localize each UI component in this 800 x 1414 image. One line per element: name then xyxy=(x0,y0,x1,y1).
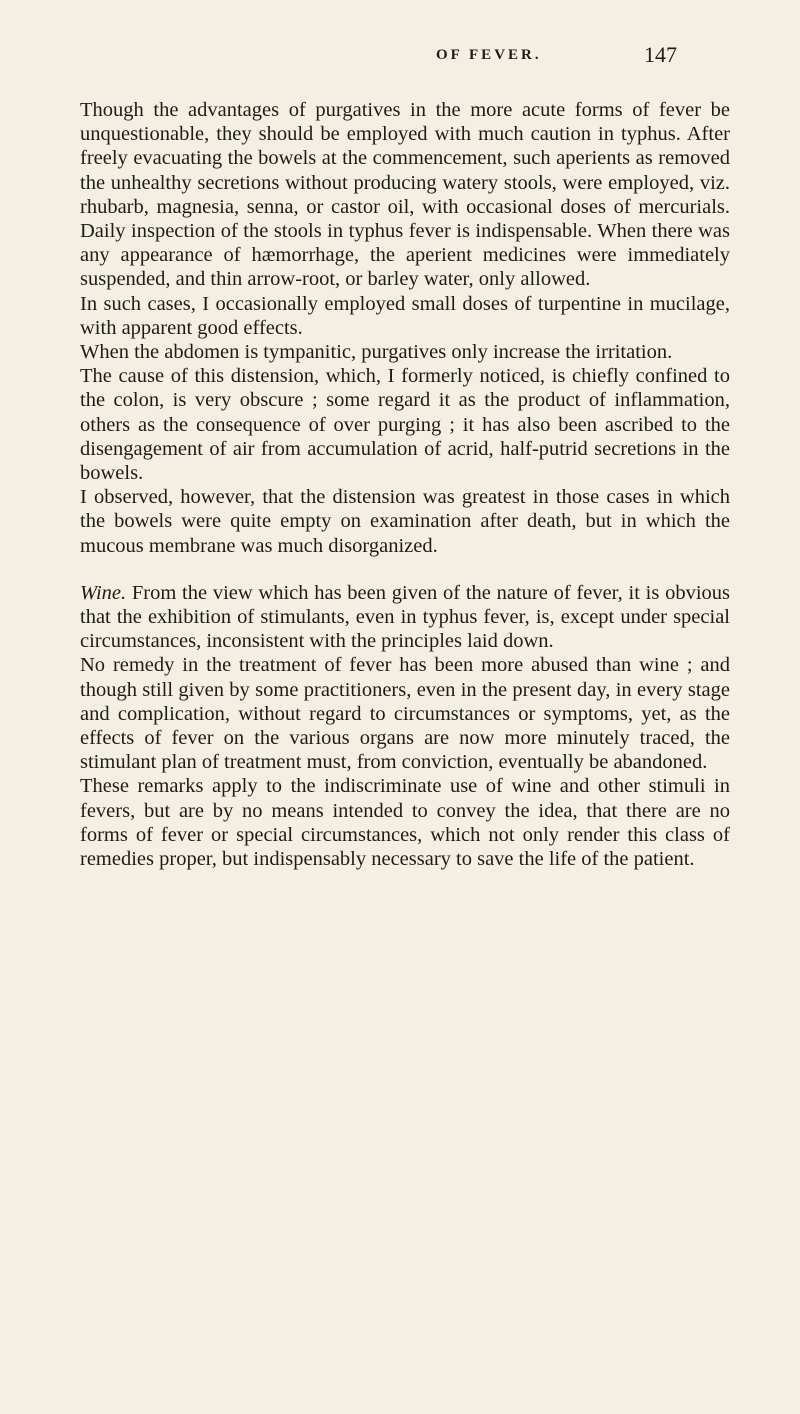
running-title: OF FEVER. xyxy=(436,47,542,63)
paragraph-distension-observation: I observed, however, that the distension was greatest in those cases in which the bowels were quite empty on examination after death, but in which the mucous membrane was much disorganized. xyxy=(80,486,730,557)
body-text xyxy=(80,98,730,871)
paragraph-distension-cause: The cause of this distension, which, I formerly noticed, is chiefly confined to the colon, is very obscure ; some regard it as the product of inflammation, others as the consequence of over purging ; it has also been ascribed to the disengagement of air from accumulation of acrid, half-putrid secretions in the bowels. xyxy=(80,365,730,485)
paragraph-wine-abuse: No remedy in the treatment of fever has been more abused than wine ; and though still given by some practitioners, even in the present day, in every stage and complication, without regard to circumstances or symptoms, yet, as the effects of fever on the various organs are now more minutely traced, the stimulant plan of treatment must, from conviction, eventually be abandoned. xyxy=(80,654,730,774)
running-head xyxy=(0,41,800,75)
paragraph-wine-remarks: These remarks apply to the indiscriminate use of wine and other stimuli in fevers, but are by no means intended to convey the idea, that there are no forms of fever or special circumstances, which not only render this class of remedies proper, but indispensably necessary to save the life of the patient. xyxy=(80,775,730,871)
wine-section-opening: From the view which has been given of the nature of fever, it is obvious that the exhibition of stimulants, even in typhus fever, is, except under special circumstances, inconsistent with the principles laid down. xyxy=(80,581,731,653)
paragraph-purgatives: Though the advantages of purgatives in the more acute forms of fever be unquestionable, they should be employed with much caution in typhus. After freely evacuating the bowels at the commencement, such aperients as removed the unhealthy secretions without producing watery stools, were employed, viz. rhubarb, magnesia, senna, or castor oil, with occasional doses of mercurials. Daily inspection of the stools in typhus fever is indispensable. When there was any appearance of hæmorrhage, the aperient medicines were immediately suspended, and thin arrow-root, or barley water, only allowed. xyxy=(80,99,730,291)
page-number: 147 xyxy=(644,42,677,67)
paragraph-tympanitic: When the abdomen is tympanitic, purgatives only increase the irritation. xyxy=(80,341,673,364)
wine-section-heading: Wine. xyxy=(80,581,127,604)
paragraph-turpentine: In such cases, I occasionally employed small doses of turpentine in mucilage, with apparent good effects. xyxy=(80,292,730,339)
paragraph-wine-intro xyxy=(80,581,730,654)
